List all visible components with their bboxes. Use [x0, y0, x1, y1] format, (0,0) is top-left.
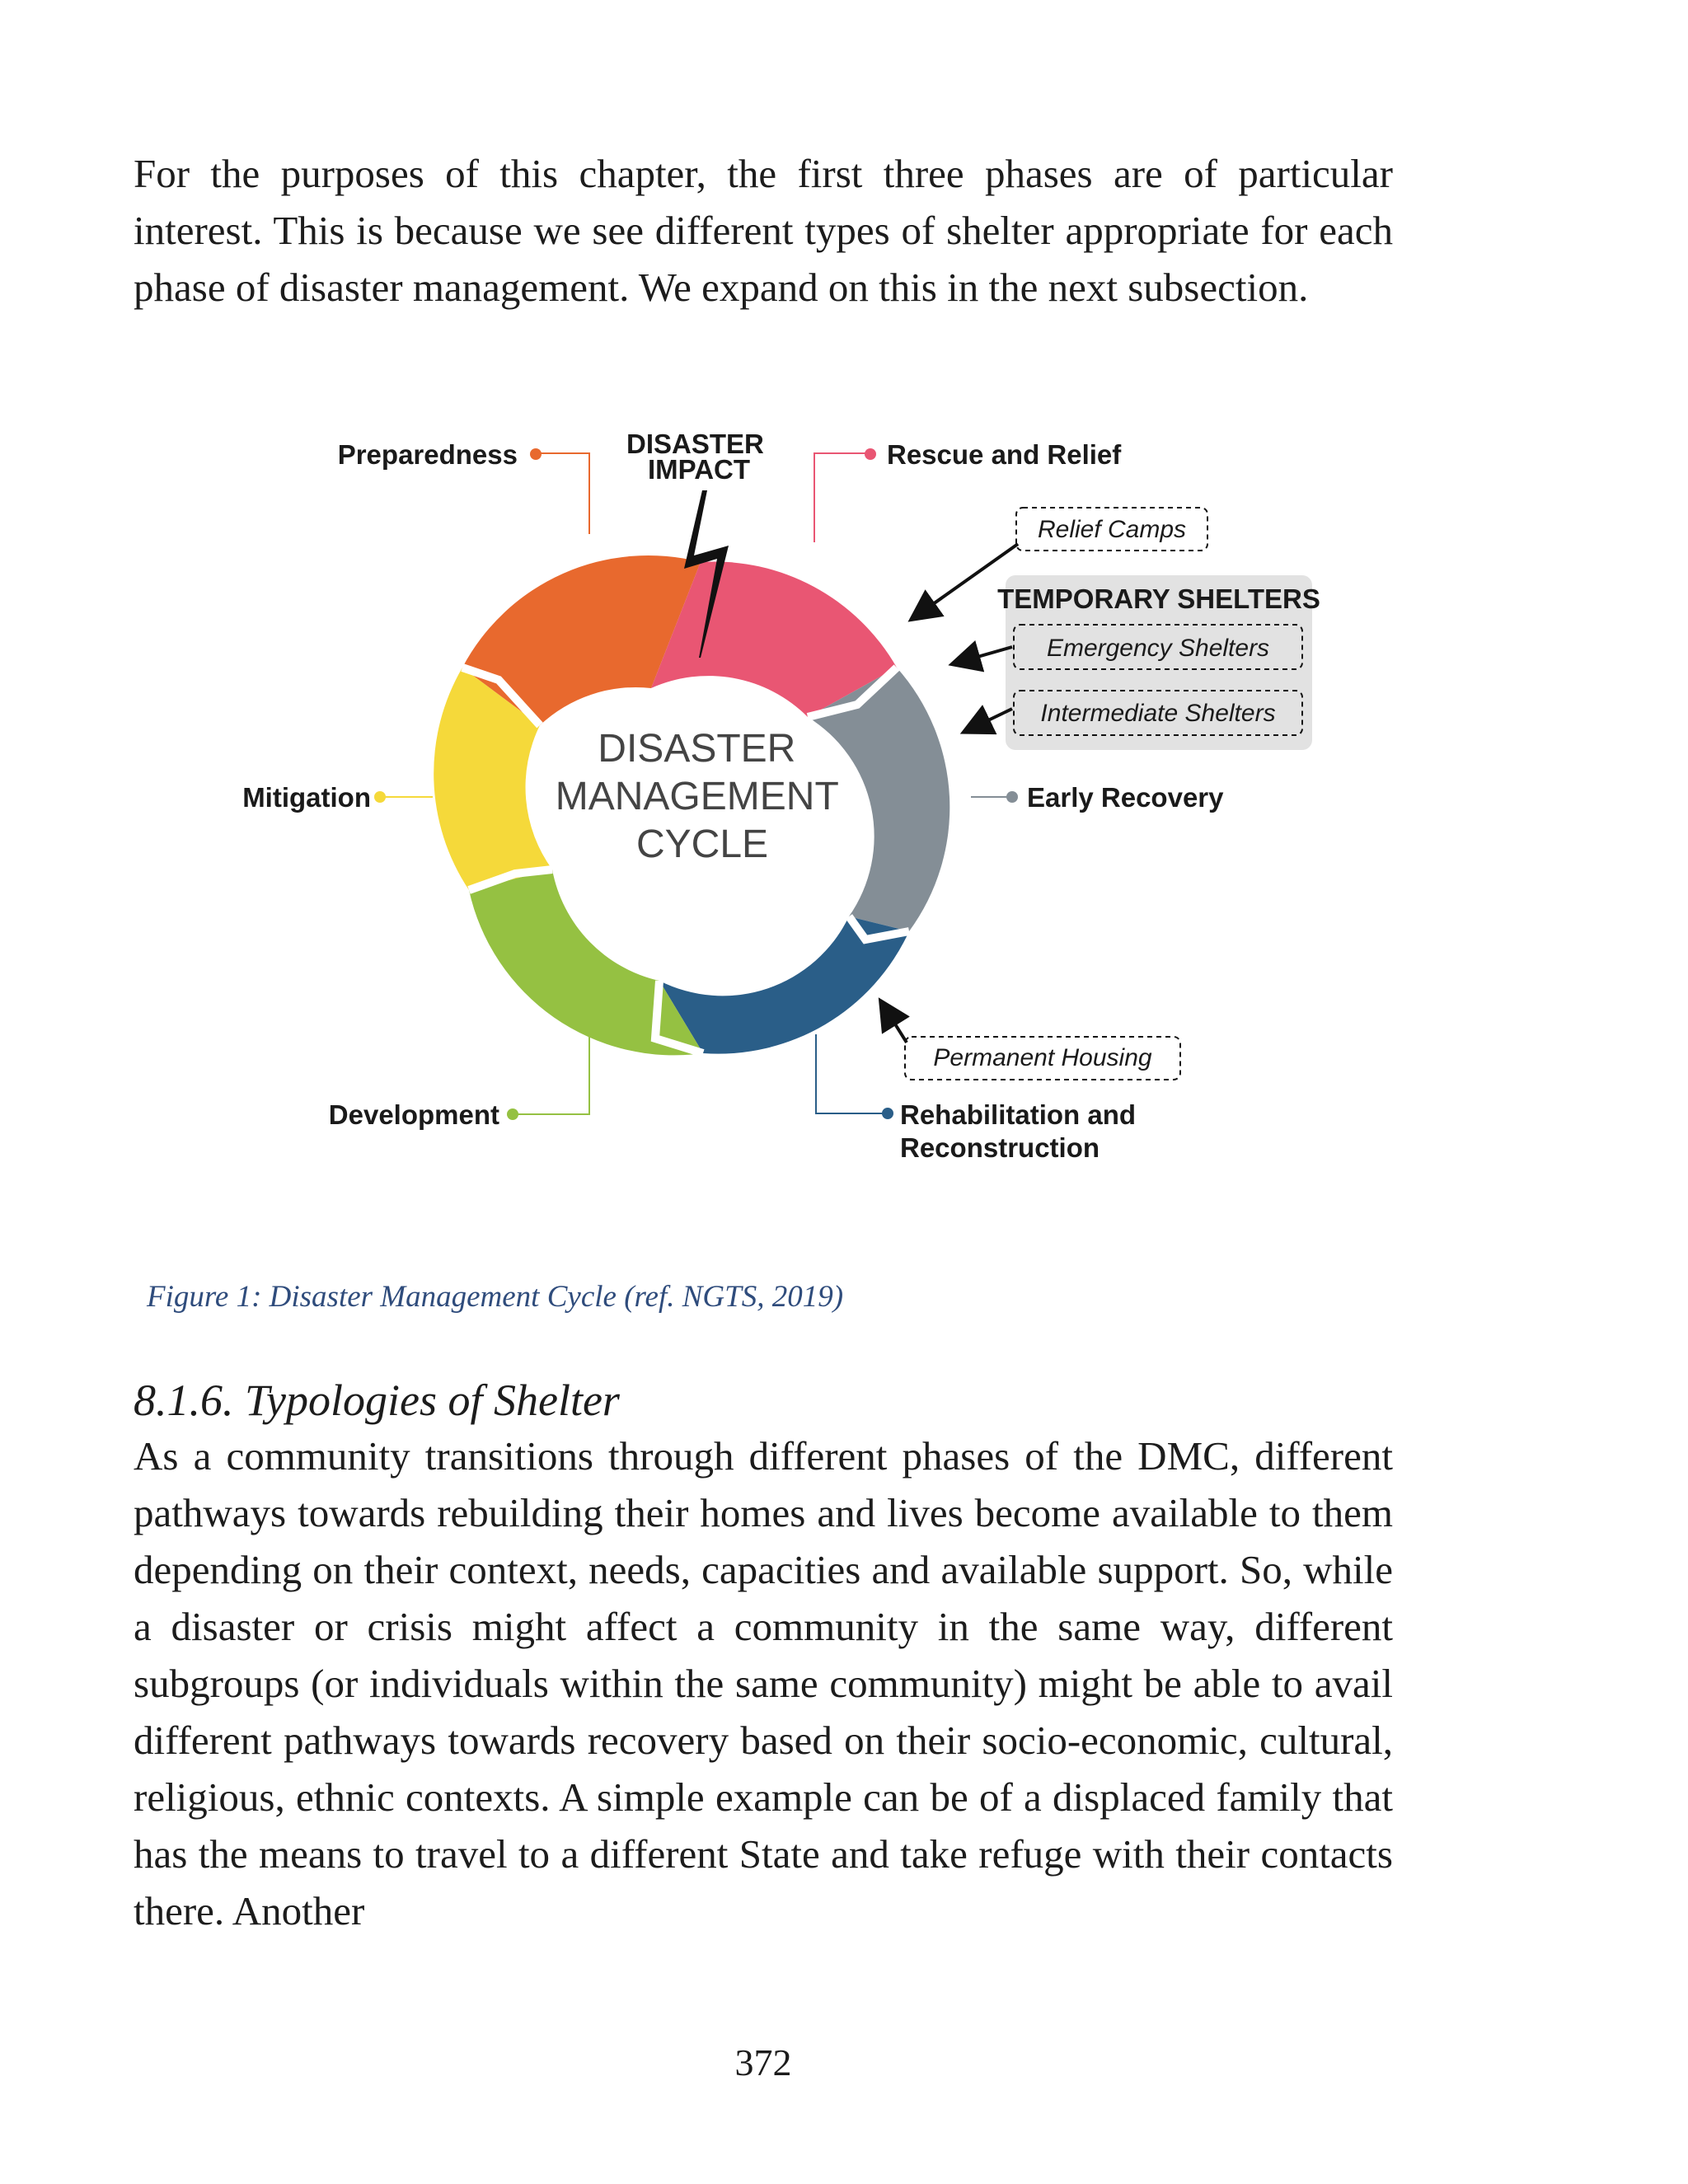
svg-text:Permanent Housing: Permanent Housing	[933, 1044, 1152, 1071]
relief-camps-box	[1016, 508, 1207, 551]
svg-text:Intermediate Shelters: Intermediate Shelters	[1040, 700, 1276, 727]
rescue-relief-label: Rescue and Relief	[887, 439, 1122, 470]
figure-caption: Figure 1: Disaster Management Cycle (ref. NGTS, 2019)	[147, 1280, 844, 1314]
section-heading: 8.1.6. Typologies of Shelter	[134, 1376, 620, 1425]
permanent-housing-arrow	[882, 1003, 907, 1043]
permanent-housing-box	[905, 1037, 1180, 1080]
development-segment	[469, 869, 703, 1055]
intro-paragraph: For the purposes of this chapter, the first three phases are of particular interest. This is because we see different types of shelter appropriate for each phase of disaster management. We expand on this in the next subsection.	[134, 151, 1393, 310]
body-paragraph: As a community transitions through different phases of the DMC, different pathways towards rebuilding their homes and lives become available to them depending on their context, needs, capacities and available support. So, while a disaster or crisis might affect a community in the same way, different subgroups (or individuals within the same community) might be able to avail different pathways towards recovery based on their socio-economic, cultural, religious, ethnic contexts. A simple example can be of a displaced family that has the means to travel to a different State and take refuge with their contacts there. Another	[134, 1433, 1393, 1933]
svg-text:Relief Camps: Relief Camps	[1037, 516, 1187, 543]
mitigation-label: Mitigation	[242, 782, 371, 813]
temporary-shelters-group	[997, 575, 1320, 750]
rehabilitation-label: Rehabilitation and Reconstruction	[900, 1099, 1137, 1163]
svg-text:TEMPORARY SHELTERS: TEMPORARY SHELTERS	[997, 583, 1320, 614]
development-label: Development	[328, 1099, 499, 1130]
preparedness-label: Preparedness	[337, 439, 518, 470]
disaster-impact-label: DISASTER IMPACT	[626, 429, 764, 485]
disaster-management-cycle-figure	[223, 412, 1327, 1187]
emergency-shelters-arrow	[954, 647, 1012, 663]
page-number: 372	[734, 2041, 792, 2083]
early-recovery-label: Early Recovery	[1027, 782, 1224, 813]
svg-text:Emergency Shelters: Emergency Shelters	[1046, 635, 1270, 662]
cycle-center-title: DISASTER MANAGEMENT CYCLE	[555, 727, 838, 866]
intermediate-shelters-arrow	[966, 709, 1012, 731]
